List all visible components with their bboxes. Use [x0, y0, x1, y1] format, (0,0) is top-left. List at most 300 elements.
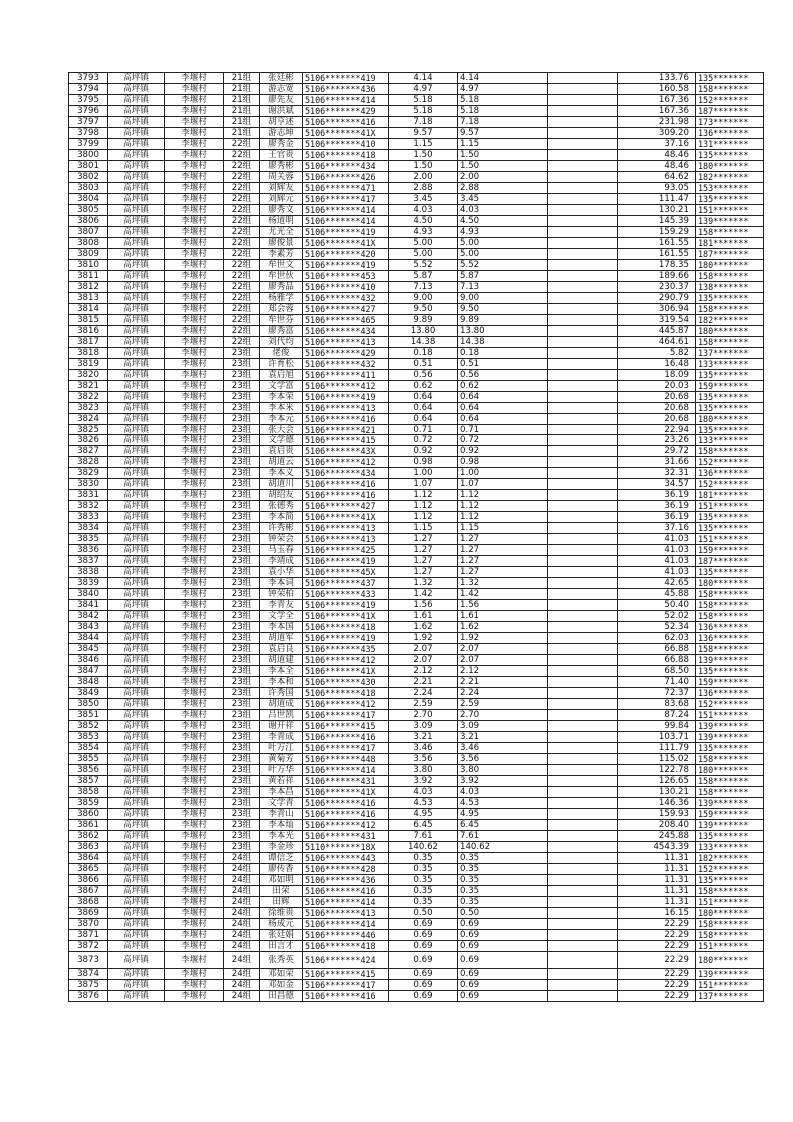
- cell-phone: 182*******: [696, 314, 764, 325]
- cell-blank: [548, 171, 618, 182]
- cell-town: 高坪镇: [108, 402, 165, 413]
- cell-area: 9.89: [389, 314, 458, 325]
- cell-area-confirmed: 3.80: [458, 765, 548, 776]
- cell-amount: 52.34: [618, 622, 696, 633]
- cell-village: 李堰村: [165, 314, 224, 325]
- table-row: [69, 435, 764, 446]
- cell-name: 游志宽: [260, 83, 303, 94]
- cell-id-number: 5106*******417: [303, 193, 389, 204]
- cell-town: 高坪镇: [108, 292, 165, 303]
- cell-phone: 135*******: [696, 830, 764, 841]
- cell-phone: 135*******: [696, 512, 764, 523]
- table-row: [69, 841, 764, 852]
- cell-phone: 159*******: [696, 545, 764, 556]
- cell-village: 李堰村: [165, 468, 224, 479]
- table-row: [69, 578, 764, 589]
- cell-village: 李堰村: [165, 885, 224, 896]
- cell-town: 高坪镇: [108, 633, 165, 644]
- cell-blank: [548, 732, 618, 743]
- cell-village: 李堰村: [165, 567, 224, 578]
- cell-area-confirmed: 14.38: [458, 336, 548, 347]
- cell-group: 23组: [224, 391, 260, 402]
- cell-area-confirmed: 1.27: [458, 545, 548, 556]
- cell-area: 0.64: [389, 413, 458, 424]
- cell-phone: 136*******: [696, 633, 764, 644]
- cell-blank: [548, 852, 618, 863]
- cell-amount: 11.31: [618, 852, 696, 863]
- table-row: [69, 929, 764, 940]
- cell-name: 邓如荣: [260, 969, 303, 980]
- cell-group: 22组: [224, 303, 260, 314]
- cell-row-number: 3815: [69, 314, 108, 325]
- cell-blank: [548, 226, 618, 237]
- cell-area: 5.00: [389, 248, 458, 259]
- cell-area-confirmed: 2.24: [458, 688, 548, 699]
- cell-area-confirmed: 0.69: [458, 940, 548, 951]
- cell-area: 1.92: [389, 633, 458, 644]
- cell-amount: 37.16: [618, 138, 696, 149]
- cell-town: 高坪镇: [108, 743, 165, 754]
- cell-village: 李堰村: [165, 248, 224, 259]
- cell-row-number: 3868: [69, 896, 108, 907]
- cell-phone: 151*******: [696, 501, 764, 512]
- cell-blank: [548, 754, 618, 765]
- cell-area-confirmed: 2.00: [458, 171, 548, 182]
- table-row: [69, 259, 764, 270]
- cell-village: 李堰村: [165, 270, 224, 281]
- cell-blank: [548, 83, 618, 94]
- cell-amount: 22.29: [618, 991, 696, 1002]
- cell-village: 李堰村: [165, 501, 224, 512]
- cell-id-number: 5106*******414: [303, 896, 389, 907]
- cell-name: 徐维贵: [260, 907, 303, 918]
- cell-village: 李堰村: [165, 369, 224, 380]
- table-row: [69, 182, 764, 193]
- cell-group: 23组: [224, 776, 260, 787]
- cell-area-confirmed: 0.35: [458, 896, 548, 907]
- cell-row-number: 3818: [69, 347, 108, 358]
- cell-name: 叶万华: [260, 765, 303, 776]
- cell-area-confirmed: 1.27: [458, 534, 548, 545]
- table-row: [69, 808, 764, 819]
- cell-area: 2.70: [389, 710, 458, 721]
- cell-blank: [548, 830, 618, 841]
- cell-group: 23组: [224, 457, 260, 468]
- cell-town: 高坪镇: [108, 259, 165, 270]
- cell-blank: [548, 929, 618, 940]
- cell-amount: 42.65: [618, 578, 696, 589]
- cell-id-number: 5106*******419: [303, 633, 389, 644]
- cell-phone: 158*******: [696, 83, 764, 94]
- cell-village: 李堰村: [165, 193, 224, 204]
- cell-area-confirmed: 0.51: [458, 358, 548, 369]
- cell-area-confirmed: 7.61: [458, 830, 548, 841]
- cell-id-number: 5106*******415: [303, 969, 389, 980]
- cell-name: 邓如金: [260, 980, 303, 991]
- cell-id-number: 5106*******412: [303, 380, 389, 391]
- cell-area: 3.56: [389, 754, 458, 765]
- cell-amount: 11.31: [618, 896, 696, 907]
- cell-village: 李堰村: [165, 138, 224, 149]
- cell-phone: 158*******: [696, 885, 764, 896]
- cell-area: 0.51: [389, 358, 458, 369]
- cell-area-confirmed: 4.14: [458, 73, 548, 84]
- cell-row-number: 3793: [69, 73, 108, 84]
- cell-name: 王官贵: [260, 149, 303, 160]
- cell-phone: 180*******: [696, 907, 764, 918]
- cell-area: 2.59: [389, 699, 458, 710]
- cell-blank: [548, 666, 618, 677]
- cell-row-number: 3809: [69, 248, 108, 259]
- cell-area: 0.69: [389, 980, 458, 991]
- cell-village: 李堰村: [165, 182, 224, 193]
- cell-name: 袁启良: [260, 644, 303, 655]
- cell-area-confirmed: 4.53: [458, 797, 548, 808]
- cell-name: 牟世文: [260, 259, 303, 270]
- cell-blank: [548, 523, 618, 534]
- cell-id-number: 5106*******431: [303, 776, 389, 787]
- table-row: [69, 699, 764, 710]
- cell-group: 23组: [224, 567, 260, 578]
- cell-area-confirmed: 0.35: [458, 863, 548, 874]
- cell-name: 李本荣: [260, 391, 303, 402]
- cell-village: 李堰村: [165, 754, 224, 765]
- cell-village: 李堰村: [165, 655, 224, 666]
- cell-amount: 93.05: [618, 182, 696, 193]
- cell-group: 22组: [224, 160, 260, 171]
- cell-area-confirmed: 0.64: [458, 391, 548, 402]
- cell-row-number: 3874: [69, 969, 108, 980]
- cell-village: 李堰村: [165, 622, 224, 633]
- cell-blank: [548, 501, 618, 512]
- cell-area: 0.69: [389, 951, 458, 969]
- cell-name: 张德秀: [260, 501, 303, 512]
- cell-id-number: 5106*******41X: [303, 666, 389, 677]
- table-row: [69, 402, 764, 413]
- table-row: [69, 721, 764, 732]
- cell-blank: [548, 951, 618, 969]
- cell-phone: 135*******: [696, 402, 764, 413]
- cell-area-confirmed: 4.50: [458, 215, 548, 226]
- cell-area-confirmed: 5.52: [458, 259, 548, 270]
- cell-blank: [548, 149, 618, 160]
- cell-id-number: 5106*******424: [303, 951, 389, 969]
- cell-amount: 231.98: [618, 116, 696, 127]
- cell-village: 李堰村: [165, 380, 224, 391]
- cell-name: 李本国: [260, 622, 303, 633]
- cell-amount: 290.79: [618, 292, 696, 303]
- cell-group: 23组: [224, 830, 260, 841]
- cell-blank: [548, 721, 618, 732]
- table-row: [69, 786, 764, 797]
- cell-group: 24组: [224, 907, 260, 918]
- cell-name: 杨雅学: [260, 292, 303, 303]
- cell-blank: [548, 797, 618, 808]
- cell-town: 高坪镇: [108, 149, 165, 160]
- cell-village: 李堰村: [165, 391, 224, 402]
- cell-area: 5.87: [389, 270, 458, 281]
- cell-group: 24组: [224, 951, 260, 969]
- cell-group: 21组: [224, 83, 260, 94]
- cell-name: 廖先友: [260, 94, 303, 105]
- cell-area: 4.93: [389, 226, 458, 237]
- cell-town: 高坪镇: [108, 677, 165, 688]
- cell-phone: 136*******: [696, 688, 764, 699]
- cell-row-number: 3836: [69, 545, 108, 556]
- cell-area-confirmed: 0.72: [458, 435, 548, 446]
- cell-name: 马玉春: [260, 545, 303, 556]
- cell-group: 23组: [224, 589, 260, 600]
- cell-town: 高坪镇: [108, 600, 165, 611]
- cell-phone: 139*******: [696, 721, 764, 732]
- cell-area: 1.32: [389, 578, 458, 589]
- cell-id-number: 5106*******427: [303, 303, 389, 314]
- cell-name: 李素芳: [260, 248, 303, 259]
- cell-group: 22组: [224, 182, 260, 193]
- cell-blank: [548, 457, 618, 468]
- cell-name: 许育松: [260, 358, 303, 369]
- table-row: [69, 819, 764, 830]
- cell-id-number: 5106*******411: [303, 369, 389, 380]
- cell-row-number: 3807: [69, 226, 108, 237]
- cell-town: 高坪镇: [108, 446, 165, 457]
- cell-amount: 48.46: [618, 149, 696, 160]
- cell-group: 22组: [224, 226, 260, 237]
- cell-row-number: 3796: [69, 105, 108, 116]
- cell-group: 23组: [224, 435, 260, 446]
- cell-area-confirmed: 1.12: [458, 512, 548, 523]
- cell-area: 4.53: [389, 797, 458, 808]
- table-row: [69, 237, 764, 248]
- cell-blank: [548, 600, 618, 611]
- cell-id-number: 5106*******428: [303, 863, 389, 874]
- cell-area-confirmed: 1.12: [458, 501, 548, 512]
- cell-phone: 152*******: [696, 863, 764, 874]
- cell-amount: 37.16: [618, 523, 696, 534]
- cell-blank: [548, 215, 618, 226]
- cell-village: 李堰村: [165, 710, 224, 721]
- cell-town: 高坪镇: [108, 248, 165, 259]
- cell-amount: 36.19: [618, 490, 696, 501]
- cell-amount: 36.19: [618, 501, 696, 512]
- cell-town: 高坪镇: [108, 852, 165, 863]
- cell-name: 胡绍友: [260, 490, 303, 501]
- cell-village: 李堰村: [165, 402, 224, 413]
- cell-area-confirmed: 0.64: [458, 413, 548, 424]
- cell-town: 高坪镇: [108, 534, 165, 545]
- cell-group: 23组: [224, 688, 260, 699]
- cell-blank: [548, 991, 618, 1002]
- cell-area-confirmed: 1.27: [458, 556, 548, 567]
- table-row: [69, 969, 764, 980]
- cell-row-number: 3865: [69, 863, 108, 874]
- cell-amount: 161.55: [618, 237, 696, 248]
- cell-amount: 87.24: [618, 710, 696, 721]
- table-row: [69, 336, 764, 347]
- cell-area: 6.45: [389, 819, 458, 830]
- table-row: [69, 226, 764, 237]
- cell-phone: 135*******: [696, 743, 764, 754]
- cell-town: 高坪镇: [108, 991, 165, 1002]
- cell-phone: 158*******: [696, 270, 764, 281]
- cell-group: 22组: [224, 193, 260, 204]
- cell-amount: 208.40: [618, 819, 696, 830]
- cell-area: 3.92: [389, 776, 458, 787]
- cell-village: 李堰村: [165, 160, 224, 171]
- cell-area: 1.00: [389, 468, 458, 479]
- cell-id-number: 5106*******430: [303, 677, 389, 688]
- cell-town: 高坪镇: [108, 797, 165, 808]
- cell-name: 袁启贵: [260, 446, 303, 457]
- cell-row-number: 3857: [69, 776, 108, 787]
- cell-area-confirmed: 0.69: [458, 951, 548, 969]
- cell-town: 高坪镇: [108, 863, 165, 874]
- cell-amount: 20.68: [618, 391, 696, 402]
- cell-group: 22组: [224, 171, 260, 182]
- cell-name: 田辉: [260, 896, 303, 907]
- cell-id-number: 5106*******436: [303, 83, 389, 94]
- cell-area: 5.52: [389, 259, 458, 270]
- cell-blank: [548, 677, 618, 688]
- cell-phone: 135*******: [696, 73, 764, 84]
- cell-group: 23组: [224, 732, 260, 743]
- cell-row-number: 3854: [69, 743, 108, 754]
- cell-name: 李本简: [260, 512, 303, 523]
- cell-group: 23组: [224, 523, 260, 534]
- cell-amount: 41.03: [618, 545, 696, 556]
- cell-id-number: 5106*******410: [303, 138, 389, 149]
- cell-amount: 48.46: [618, 160, 696, 171]
- cell-name: 胡道成: [260, 699, 303, 710]
- cell-phone: 180*******: [696, 259, 764, 270]
- cell-village: 李堰村: [165, 797, 224, 808]
- cell-group: 23组: [224, 468, 260, 479]
- table-row: [69, 896, 764, 907]
- cell-name: 廖秀品: [260, 281, 303, 292]
- table-row: [69, 292, 764, 303]
- cell-name: 田昌德: [260, 991, 303, 1002]
- cell-id-number: 5106*******416: [303, 413, 389, 424]
- cell-id-number: 5106*******416: [303, 991, 389, 1002]
- cell-phone: 187*******: [696, 105, 764, 116]
- cell-town: 高坪镇: [108, 567, 165, 578]
- cell-group: 24组: [224, 874, 260, 885]
- cell-amount: 130.21: [618, 204, 696, 215]
- cell-town: 高坪镇: [108, 182, 165, 193]
- cell-row-number: 3840: [69, 589, 108, 600]
- cell-town: 高坪镇: [108, 413, 165, 424]
- cell-id-number: 5106*******418: [303, 149, 389, 160]
- cell-town: 高坪镇: [108, 710, 165, 721]
- table-row: [69, 797, 764, 808]
- cell-town: 高坪镇: [108, 336, 165, 347]
- table-row: [69, 980, 764, 991]
- cell-group: 23组: [224, 721, 260, 732]
- table-row: [69, 171, 764, 182]
- cell-blank: [548, 468, 618, 479]
- cell-area-confirmed: 1.00: [458, 468, 548, 479]
- cell-name: 文学德: [260, 435, 303, 446]
- cell-town: 高坪镇: [108, 578, 165, 589]
- cell-row-number: 3798: [69, 127, 108, 138]
- cell-blank: [548, 127, 618, 138]
- cell-id-number: 5110*******18X: [303, 841, 389, 852]
- table-row: [69, 204, 764, 215]
- cell-group: 22组: [224, 292, 260, 303]
- cell-row-number: 3870: [69, 918, 108, 929]
- cell-blank: [548, 808, 618, 819]
- cell-group: 23组: [224, 578, 260, 589]
- cell-blank: [548, 259, 618, 270]
- cell-name: 游志坤: [260, 127, 303, 138]
- cell-town: 高坪镇: [108, 138, 165, 149]
- cell-blank: [548, 863, 618, 874]
- cell-amount: 122.78: [618, 765, 696, 776]
- cell-area-confirmed: 0.35: [458, 885, 548, 896]
- cell-id-number: 5106*******417: [303, 980, 389, 991]
- cell-area-confirmed: 0.64: [458, 402, 548, 413]
- cell-amount: 29.72: [618, 446, 696, 457]
- cell-area-confirmed: 7.13: [458, 281, 548, 292]
- cell-group: 23组: [224, 501, 260, 512]
- cell-amount: 23.26: [618, 435, 696, 446]
- cell-area-confirmed: 0.71: [458, 424, 548, 435]
- cell-phone: 153*******: [696, 182, 764, 193]
- cell-row-number: 3826: [69, 435, 108, 446]
- cell-group: 22组: [224, 204, 260, 215]
- cell-group: 22组: [224, 259, 260, 270]
- cell-area: 1.42: [389, 589, 458, 600]
- cell-row-number: 3821: [69, 380, 108, 391]
- cell-row-number: 3833: [69, 512, 108, 523]
- cell-area-confirmed: 1.56: [458, 600, 548, 611]
- cell-area-confirmed: 5.18: [458, 94, 548, 105]
- cell-name: 李青友: [260, 600, 303, 611]
- cell-town: 高坪镇: [108, 468, 165, 479]
- cell-village: 李堰村: [165, 446, 224, 457]
- cell-village: 李堰村: [165, 776, 224, 787]
- cell-group: 23组: [224, 545, 260, 556]
- cell-area: 0.35: [389, 896, 458, 907]
- cell-village: 李堰村: [165, 980, 224, 991]
- table-row: [69, 73, 764, 84]
- cell-village: 李堰村: [165, 413, 224, 424]
- cell-area: 2.21: [389, 677, 458, 688]
- cell-name: 田荣: [260, 885, 303, 896]
- cell-group: 23组: [224, 556, 260, 567]
- cell-id-number: 5106*******416: [303, 116, 389, 127]
- cell-village: 李堰村: [165, 841, 224, 852]
- cell-town: 高坪镇: [108, 270, 165, 281]
- cell-group: 22组: [224, 237, 260, 248]
- cell-amount: 319.54: [618, 314, 696, 325]
- cell-blank: [548, 402, 618, 413]
- cell-phone: 158*******: [696, 929, 764, 940]
- cell-village: 李堰村: [165, 951, 224, 969]
- cell-area: 1.27: [389, 556, 458, 567]
- cell-phone: 182*******: [696, 852, 764, 863]
- table-row: [69, 907, 764, 918]
- cell-blank: [548, 347, 618, 358]
- cell-blank: [548, 980, 618, 991]
- cell-area: 4.14: [389, 73, 458, 84]
- cell-id-number: 5106*******436: [303, 874, 389, 885]
- cell-area-confirmed: 1.61: [458, 611, 548, 622]
- cell-group: 23组: [224, 622, 260, 633]
- cell-id-number: 5106*******434: [303, 325, 389, 336]
- cell-area: 5.18: [389, 94, 458, 105]
- cell-blank: [548, 424, 618, 435]
